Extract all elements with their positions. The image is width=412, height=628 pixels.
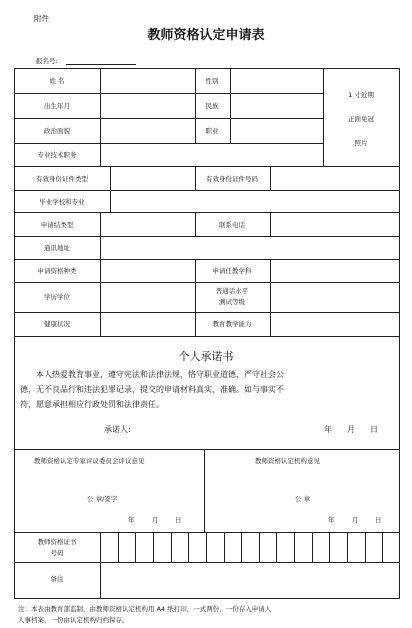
health-input[interactable] [101,313,194,335]
expert-review-title: 教师资格认定专家评议委员会评议意见 [34,457,145,465]
gender-label: 性别 [205,77,219,85]
col-divider [195,68,196,143]
contact-phone-label: 联系电话 [219,221,245,229]
photo-hint-line3: 照片 [354,139,368,147]
certificate-digit-divider [206,532,207,562]
footnote-line2: 人事档案，一份由认定机构归档保存。 [18,616,129,624]
certificate-digit-divider [294,532,295,562]
row-divider [14,336,400,337]
professional-title-input[interactable] [101,144,322,165]
birth-date-label: 出生年月 [44,102,70,110]
certificate-digit-divider [241,532,242,562]
report-number-underline [66,64,136,65]
certificate-digit-divider [382,532,383,562]
cert-type-input[interactable] [101,260,194,281]
certificate-digit-divider [312,532,313,562]
remarks-input[interactable] [101,563,399,598]
col-divider [195,259,196,336]
subject-label: 申请任教学科 [212,267,252,275]
pledge-date-year: 年 [324,425,332,434]
pledge-signature-field[interactable] [140,421,260,435]
attachment-label: 附件 [34,14,49,23]
political-status-label: 政治面貌 [44,127,70,135]
ethnicity-label: 民族 [205,102,219,110]
remarks-label: 备注 [50,575,64,583]
gender-input[interactable] [231,69,322,92]
school-major-label: 毕业学校和专业 [39,198,85,206]
certificate-digit-divider [347,532,348,562]
certificate-digit-divider [224,532,225,562]
teaching-ability-label: 教育教学能力 [212,320,252,328]
subject-input[interactable] [271,260,399,281]
certificate-digit-divider [118,532,119,562]
pledge-date-day: 日 [370,425,378,434]
col-divider [195,166,196,190]
certificate-digit-divider [171,532,172,562]
occupation-input[interactable] [231,119,322,142]
education-input[interactable] [101,283,194,311]
name-input[interactable] [101,69,194,92]
col-divider [100,532,101,562]
occupation-label: 职业 [205,127,219,135]
pledge-signer-label: 承诺人: [104,425,131,434]
authority-review-title: 教师资格认定机构意见 [255,457,320,465]
pledge-text-line3: 符，愿意承担相应行政处罚和法律责任。 [20,400,164,409]
political-status-input[interactable] [101,119,194,142]
contact-phone-input[interactable] [271,213,399,235]
id-number-label: 有效身份证件号码 [206,175,258,183]
authority-seal-label: 公 章 [295,495,311,503]
pledge-date-month: 月 [347,425,355,434]
professional-title-label: 专业技术职务 [37,151,77,159]
address-input[interactable] [101,237,399,258]
application-type-label: 申请结类型 [40,221,74,229]
photo-hint-line2: 正面免冠 [348,115,374,123]
ethnicity-input[interactable] [231,94,322,117]
expert-date-month: 月 [152,516,159,524]
id-type-label: 有效身份证件类型 [36,175,88,183]
certificate-digit-divider [365,532,366,562]
certificate-digit-divider [276,532,277,562]
id-number-input[interactable] [271,167,399,189]
certificate-digit-divider [188,532,189,562]
certificate-label-line2: 号码 [50,549,64,557]
mandarin-level-label-1: 普通话水平 [215,287,249,295]
mandarin-level-input[interactable] [271,283,399,311]
pledge-text-line2: 德，无不良品行和违法犯罪记录，提交的申请材料真实、准确。如与事实不 [20,385,284,394]
address-label: 通讯地址 [44,244,70,252]
certificate-digit-divider [329,532,330,562]
certificate-digit-divider [259,532,260,562]
expert-date-year: 年 [128,516,135,524]
teaching-ability-input[interactable] [271,313,399,335]
cert-type-label: 申请资格种类 [37,267,77,275]
pledge-title: 个人承诺书 [178,350,234,363]
authority-date-day: 日 [375,516,382,524]
application-type-input[interactable] [101,213,194,235]
education-label: 学历学位 [44,293,70,301]
expert-seal-label: 公 章/签字 [87,495,118,503]
id-type-input[interactable] [111,167,194,189]
footnote-line1: 注：本表由教育部监制，由教师资格认定机构用 A4 纸打印，一式两份，一份存入申请人 [18,605,272,613]
authority-date-year: 年 [328,516,335,524]
authority-date-month: 月 [352,516,359,524]
birth-date-input[interactable] [101,94,194,117]
page-title: 教师资格认定申请表 [147,28,265,43]
pledge-text-line1: 本人热爱教育事业，遵守宪法和法律法规，恪守职业道德，严守社会公 [36,370,284,379]
health-label: 健康状况 [44,320,70,328]
certificate-digit-divider [135,532,136,562]
col-divider [195,212,196,236]
report-number-label: 报名号: [36,57,58,65]
certificate-label-line1: 教师资格证书 [37,538,77,546]
row-divider [14,532,400,533]
mandarin-level-label-2: 测试等级 [219,298,245,306]
expert-date-day: 日 [175,516,182,524]
certificate-digit-divider [153,532,154,562]
school-major-input[interactable] [111,191,399,211]
photo-hint-line1: 1 寸近期 [348,91,374,99]
name-label: 姓 名 [49,77,65,85]
row-divider [14,449,400,450]
